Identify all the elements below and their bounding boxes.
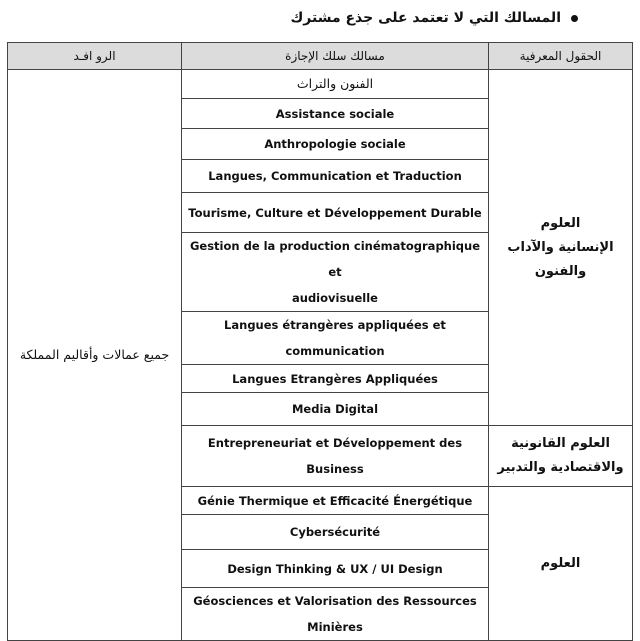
table-row (8, 70, 633, 99)
header-origins: الرو افـد (8, 43, 182, 70)
program-cell: الفنون والتراث (182, 70, 489, 99)
program-cell: Tourisme, Culture et Développement Durable (182, 193, 489, 233)
program-cell: Gestion de la production cinématographique et audiovisuelle (182, 233, 489, 312)
field-cell-law-economics: العلوم القانونية والاقتصادية والتدبير (489, 426, 633, 487)
program-cell: Media Digital (182, 393, 489, 426)
table-header-row (8, 43, 633, 70)
section-heading (290, 6, 578, 30)
programs-table (7, 42, 633, 641)
field-cell-sciences: العلوم (489, 487, 633, 641)
field-cell-humanities: العلوم الإنسانية والآداب والفنون (489, 70, 633, 426)
program-cell: Géosciences et Valorisation des Ressources Minières (182, 588, 489, 641)
header-programs: مسالك سلك الإجازة (182, 43, 489, 70)
program-cell: Anthropologie sociale (182, 129, 489, 160)
program-cell: Cybersécurité (182, 515, 489, 550)
program-cell: Langues, Communication et Traduction (182, 160, 489, 193)
program-cell: Assistance sociale (182, 99, 489, 129)
section-title: المسالك التي لا تعتمد على جذع مشترك (290, 10, 561, 26)
program-cell: Langues étrangères appliquées et communication (182, 312, 489, 365)
program-cell: Langues Etrangères Appliquées (182, 365, 489, 393)
header-fields: الحقول المعرفية (489, 43, 633, 70)
origins-cell: جميع عمالات وأقاليم المملكة (8, 70, 182, 641)
bullet-icon (571, 15, 578, 22)
program-cell: Design Thinking & UX / UI Design (182, 550, 489, 588)
program-cell: Génie Thermique et Efficacité Énergétique (182, 487, 489, 515)
program-cell: Entrepreneuriat et Développement des Business (182, 426, 489, 487)
